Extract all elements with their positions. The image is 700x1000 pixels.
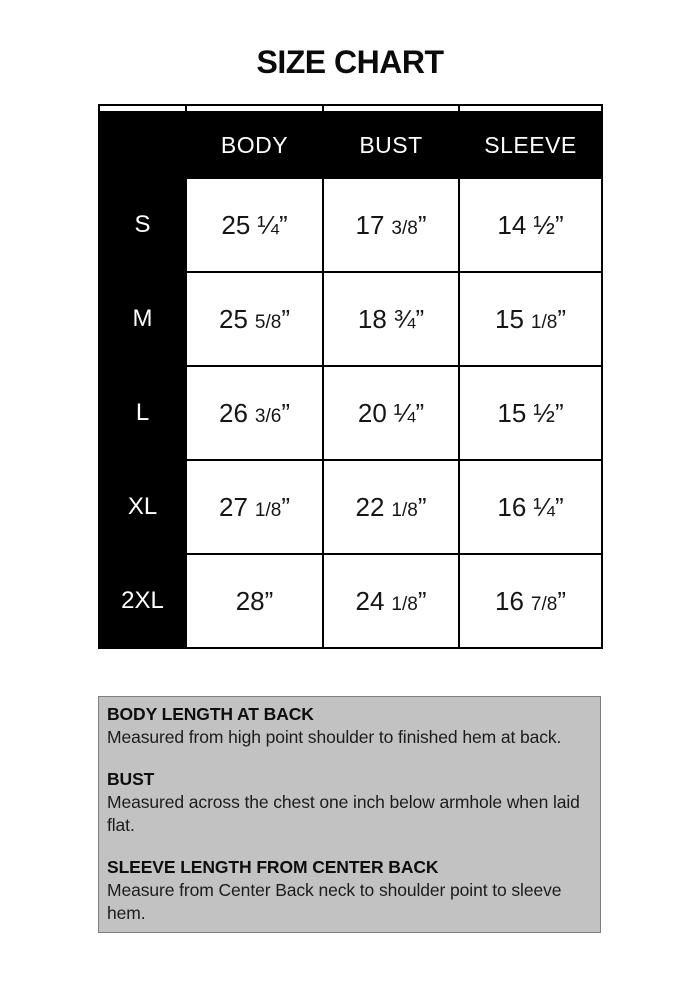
table-header-row (99, 112, 602, 178)
measurement-whole: 20 (357, 397, 387, 428)
measurement-cell (459, 554, 602, 648)
note-section-body-length (107, 703, 592, 749)
measurement-fraction: 1/8 (391, 499, 418, 521)
measurement-cell (459, 460, 602, 554)
column-header-body: BODY (186, 112, 323, 178)
note-heading: SLEEVE LENGTH FROM CENTER BACK (107, 857, 439, 877)
measurement-fraction: ¼ (257, 209, 279, 240)
measurement-whole: 18 (357, 303, 387, 334)
inches-mark: ” (557, 303, 566, 334)
size-label: XL (99, 460, 186, 554)
inches-mark: ” (281, 397, 290, 428)
inches-mark: ” (417, 491, 427, 522)
measurement-whole: 24 (355, 585, 385, 616)
measurement-cell (323, 272, 459, 366)
measurement-whole: 25 (218, 303, 248, 334)
measurement-cell (186, 554, 323, 648)
measurement-cell (323, 460, 459, 554)
measurement-cell (459, 178, 602, 272)
note-section-sleeve-length (107, 856, 592, 925)
size-label: 2XL (99, 554, 186, 648)
measurement-whole: 16 (494, 585, 524, 616)
inches-mark: ” (281, 491, 290, 522)
measurement-cell (459, 366, 602, 460)
table-row-l (99, 366, 602, 460)
measurement-whole: 28 (235, 585, 265, 616)
note-body: Measured across the chest one inch below armhole when laid flat. (107, 792, 580, 835)
inches-mark: ” (415, 303, 425, 334)
column-header-bust: BUST (323, 112, 459, 178)
inches-mark: ” (417, 209, 427, 240)
spacer-cell (99, 105, 186, 112)
inches-mark: ” (554, 397, 564, 428)
measurement-fraction: ¼ (393, 397, 416, 428)
measurement-fraction: 1/8 (530, 311, 558, 333)
measurement-fraction: 1/8 (391, 593, 418, 615)
note-body: Measure from Center Back neck to shoulder point to sleeve hem. (107, 880, 562, 923)
inches-mark: ” (417, 585, 427, 616)
measurement-cell (323, 366, 459, 460)
corner-header-cell (99, 112, 186, 178)
size-label: M (99, 272, 186, 366)
measurement-whole: 27 (218, 491, 248, 522)
table-row-2xl (99, 554, 602, 648)
note-section-bust (107, 768, 592, 837)
measurement-fraction: ½ (533, 397, 555, 428)
inches-mark: ” (554, 209, 564, 240)
measurement-cell (186, 178, 323, 272)
measurement-fraction: 1/8 (254, 499, 282, 521)
measurement-whole: 15 (494, 303, 524, 334)
inches-mark: ” (415, 397, 425, 428)
measurement-whole: 14 (497, 209, 527, 240)
measurement-cell (186, 272, 323, 366)
measurement-fraction: ¾ (393, 303, 416, 334)
table-row-xl (99, 460, 602, 554)
inches-mark: ” (554, 491, 564, 522)
inches-mark: ” (557, 585, 566, 616)
measurement-whole: 15 (497, 397, 527, 428)
measurement-fraction: 3/8 (391, 217, 418, 239)
note-heading: BODY LENGTH AT BACK (107, 704, 314, 724)
measurement-fraction: ¼ (533, 491, 555, 522)
size-label: L (99, 366, 186, 460)
note-body: Measured from high point shoulder to finished hem at back. (107, 727, 562, 747)
measurement-whole: 25 (221, 209, 251, 240)
measurement-whole: 17 (355, 209, 385, 240)
measurement-fraction: 7/8 (530, 593, 558, 615)
measurement-fraction: 5/8 (254, 311, 282, 333)
spacer-cell (186, 105, 323, 112)
measurement-cell (186, 366, 323, 460)
notes-panel (98, 696, 601, 933)
note-heading: BUST (107, 769, 155, 789)
measurement-whole: 22 (355, 491, 385, 522)
measurement-cell (186, 460, 323, 554)
spacer-cell (323, 105, 459, 112)
measurement-cell (459, 272, 602, 366)
measurement-whole: 16 (497, 491, 527, 522)
size-chart-table (98, 104, 603, 649)
table-top-spacer-row (99, 105, 602, 112)
measurement-whole: 26 (218, 397, 248, 428)
measurement-cell (323, 554, 459, 648)
inches-mark: ” (281, 303, 290, 334)
table-row-m (99, 272, 602, 366)
inches-mark: ” (264, 585, 274, 616)
measurement-fraction: 3/6 (254, 405, 282, 427)
inches-mark: ” (278, 209, 288, 240)
measurement-fraction: ½ (533, 209, 555, 240)
size-label: S (99, 178, 186, 272)
measurement-cell (323, 178, 459, 272)
spacer-cell (459, 105, 602, 112)
page-title: SIZE CHART (256, 44, 444, 80)
column-header-sleeve: SLEEVE (459, 112, 602, 178)
table-row-s (99, 178, 602, 272)
